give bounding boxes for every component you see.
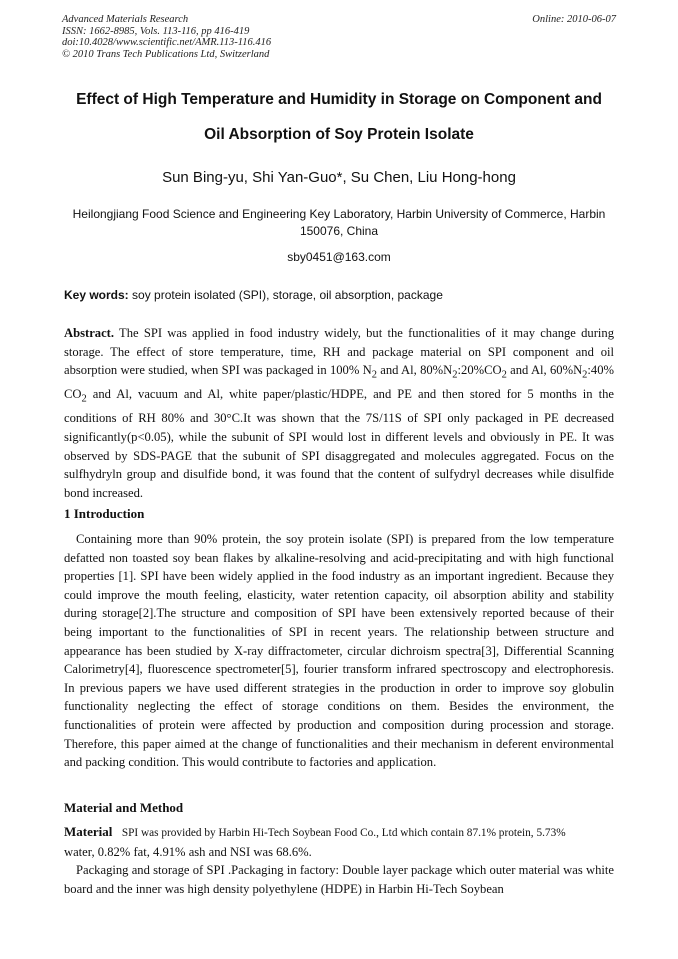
journal-header bbox=[62, 14, 271, 60]
keywords bbox=[64, 288, 616, 302]
abstract-text-4: and Al, 60%N bbox=[506, 363, 583, 378]
abstract-text-5: :40% CO bbox=[64, 363, 615, 402]
material-text-continued: water, 0.82% fat, 4.91% ash and NSI was 68.6%. bbox=[64, 844, 312, 859]
material-text: SPI was provided by Harbin Hi-Tech Soybean Food Co., Ltd which contain 87.1% protein, 5.73% bbox=[121, 827, 566, 839]
subscript: 2 bbox=[501, 369, 507, 381]
abstract-text-6: and Al, vacuum and Al, white paper/plastic/HDPE, and PE and then stored for 5 months in the conditions of RH 80% and 30°C.It was shown that the 7S/11S of SPI only packaged in PE decreased significantly(p<0.05), while the subunit of SPI would lost in different levels and obviously in PE. It was observed by SDS-PAGE that the subunit of SPI disaggregated and molecules aggregated. Focus on the sulfhydryln group and disulfide bond, it was found that the content of sulfydryl decreases while disulfide bond increased. bbox=[64, 387, 614, 500]
keywords-label: Key words: bbox=[64, 288, 129, 302]
material-label: Material bbox=[64, 824, 113, 839]
doi-line: doi:10.4028/www.scientific.net/AMR.113-116.416 bbox=[62, 37, 272, 48]
keywords-text: soy protein isolated (SPI), storage, oil absorption, package bbox=[132, 288, 443, 302]
abstract-label: Abstract. bbox=[64, 326, 115, 340]
introduction-paragraph: Containing more than 90% protein, the soy protein isolate (SPI) is prepared from the low temperature defatted non toasted soy bean flakes by alkaline-resolving and acid-precipitating and with high functional properties [1]. SPI have been widely applied in the food industry as an important ingredient. Because they could improve the mouth feeling, elasticity, water retention capacity, oil absorption ability and stability during storage[2].The structure and composition of SPI have been extensively reported because of their being important to the functionalities of SPI in recent years. The relationship between structure and appearance has been studied by X-ray diffractometer, circular dichroism spectra[3], Differential Scanning Calorimetry[4], fluorescence spectrometer[5], fourier transform infrared spectroscopy and electrophoresis. In previous papers we have used different strategies in the production in order to improve soy globulin functionality neglecting the effect of storage conditions on them. Besides the environment, the functionalities of protein were affected by production and composition during procession and storage. Therefore, this paper aimed at the change of functionalities and their mechanism in deferent environmental and packing condition. This would contribute to factories and application. bbox=[64, 532, 614, 770]
journal-name: Advanced Materials Research bbox=[62, 14, 189, 25]
subscript: 2 bbox=[582, 369, 588, 381]
paper-title-line-1: Effect of High Temperature and Humidity in Storage on Component and bbox=[76, 91, 602, 108]
abstract-text-3: :20%CO bbox=[457, 363, 502, 378]
method-body bbox=[64, 823, 614, 898]
copyright-line: © 2010 Trans Tech Publications Ltd, Switzerland bbox=[62, 48, 270, 60]
subscript: 2 bbox=[371, 369, 377, 381]
abstract bbox=[64, 324, 614, 502]
section-heading-method: Material and Method bbox=[64, 800, 184, 815]
packaging-paragraph: Packaging and storage of SPI .Packaging in factory: Double layer package which outer material was white board and the inner was high density polyethylene (HDPE) in Harbin Hi-Tech Soybean bbox=[64, 863, 614, 896]
author-list: Sun Bing-yu, Shi Yan-Guo*, Su Chen, Liu Hong-hong bbox=[162, 169, 516, 186]
section-heading-introduction: 1 Introduction bbox=[64, 506, 145, 521]
online-date: Online: 2010-06-07 bbox=[532, 14, 616, 25]
subscript: 2 bbox=[81, 393, 87, 405]
affiliation: Heilongjiang Food Science and Engineering Key Laboratory, Harbin University of Commerce, Harbin 150076, China bbox=[72, 207, 606, 238]
issn-line: ISSN: 1662-8985, Vols. 113-116, pp 416-419 bbox=[62, 25, 250, 37]
contact-email: sby0451@163.com bbox=[287, 250, 391, 264]
paper-title-line-2: Oil Absorption of Soy Protein Isolate bbox=[204, 126, 474, 143]
introduction-body bbox=[64, 530, 614, 772]
abstract-text-2: and Al, 80%N bbox=[376, 363, 453, 378]
subscript: 2 bbox=[452, 369, 458, 381]
abstract-text-1: The SPI was applied in food industry widely, but the functionalities of it may change during storage. The effect of store temperature, time, RH and package material on SPI component and oil absorption were studied, when SPI was packaged in 100% N bbox=[64, 326, 614, 378]
